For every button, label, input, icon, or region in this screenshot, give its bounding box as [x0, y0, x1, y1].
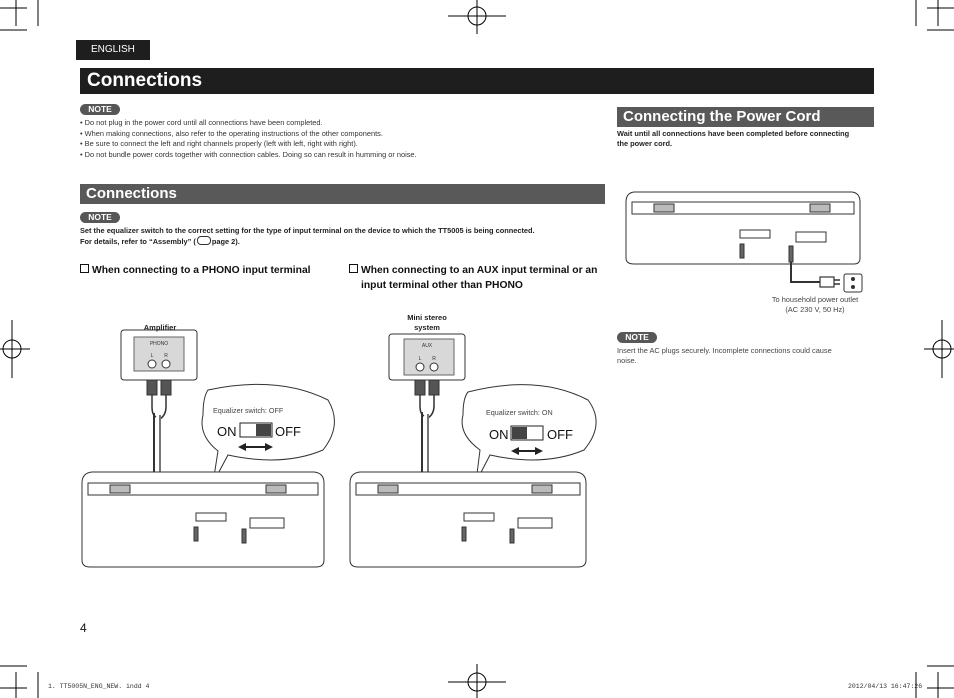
outlet-label-line1: To household power outlet [771, 295, 859, 304]
right-channel-label: R [164, 353, 168, 359]
footer-timestamp: 2012/04/13 16:47:26 [848, 683, 923, 690]
note-item: • Do not plug in the power cord until all connections have been completed. [80, 118, 600, 129]
mini-stereo-label-line1: Mini stereo [407, 313, 447, 322]
aux-connection-diagram [348, 312, 610, 580]
amplifier-label: Amplifier [143, 323, 177, 332]
power-cord-outlet [789, 246, 793, 262]
equalizer-note-suffix: page 2). [211, 237, 240, 246]
left-channel-label: L [418, 356, 422, 362]
general-notes-list [80, 118, 600, 161]
aux-heading-line2: input terminal other than PHONO [361, 280, 523, 291]
switch-off-label: OFF [275, 424, 301, 439]
power-note-line2: noise. [617, 356, 637, 365]
switch-on-label: ON [217, 424, 237, 439]
note-badge: NOTE [80, 212, 120, 223]
wall-outlet [844, 274, 862, 292]
note-item: • When making connections, also refer to the operating instructions of the other components. [80, 129, 600, 140]
aux-heading [349, 263, 611, 293]
power-cord-section-title: Connecting the Power Cord [617, 107, 874, 127]
phono-connection-diagram [78, 315, 340, 580]
phono-heading-text: When connecting to a PHONO input terminal [92, 265, 311, 276]
power-cord [791, 262, 820, 282]
switch-caption: Equalizer switch: ON [486, 408, 553, 417]
connections-section-title: Connections [80, 184, 605, 204]
ac-plug [820, 277, 834, 287]
left-channel-label: L [150, 353, 154, 359]
page-reference-icon [197, 236, 211, 245]
note-badge: NOTE [617, 332, 657, 343]
aux-heading-line1: When connecting to an AUX input terminal or an [361, 265, 598, 276]
rca-plug-right [161, 380, 171, 395]
page-title: Connections [80, 68, 874, 94]
phono-heading [80, 263, 340, 278]
language-tab: ENGLISH [76, 40, 150, 60]
switch-off-label: OFF [547, 427, 573, 442]
aux-terminal-label: AUX [421, 343, 433, 349]
power-note-line1: Insert the AC plugs securely. Incomplete connections could cause [617, 346, 832, 355]
footer-file-info: 1. TT5005N_ENG_NEW. indd 4 [48, 683, 150, 690]
note-badge: NOTE [80, 104, 120, 115]
power-cord-diagram [620, 188, 870, 300]
note-item: • Be sure to connect the left and right channels properly (left with left, right with right). [80, 139, 600, 150]
note-item: • Do not bundle power cords together with connection cables. Doing so can result in humming or noise. [80, 150, 600, 161]
checkbox-icon [80, 264, 89, 273]
switch-caption: Equalizer switch: OFF [213, 406, 284, 415]
right-channel-label: R [432, 356, 436, 362]
equalizer-note-line2 [80, 236, 620, 247]
power-cord-instruction-line1: Wait until all connections have been completed before connecting [617, 129, 850, 138]
phono-terminal-label: PHONO [149, 341, 169, 347]
power-cord-instruction-line2: the power cord. [617, 139, 673, 148]
rca-plug-left [415, 380, 425, 395]
checkbox-icon [349, 264, 358, 273]
page-number: 4 [80, 621, 87, 635]
mini-stereo-label-line2: system [414, 323, 440, 332]
rca-plug-left [147, 380, 157, 395]
equalizer-note-prefix: For details, refer to “Assembly” ( [80, 237, 196, 246]
switch-on-label: ON [489, 427, 509, 442]
rca-plug-right [429, 380, 439, 395]
equalizer-note-line1: Set the equalizer switch to the correct setting for the type of input terminal on the device to which the TT5005 is being connected. [80, 226, 535, 235]
outlet-label-line2: (AC 230 V, 50 Hz) [785, 305, 845, 314]
